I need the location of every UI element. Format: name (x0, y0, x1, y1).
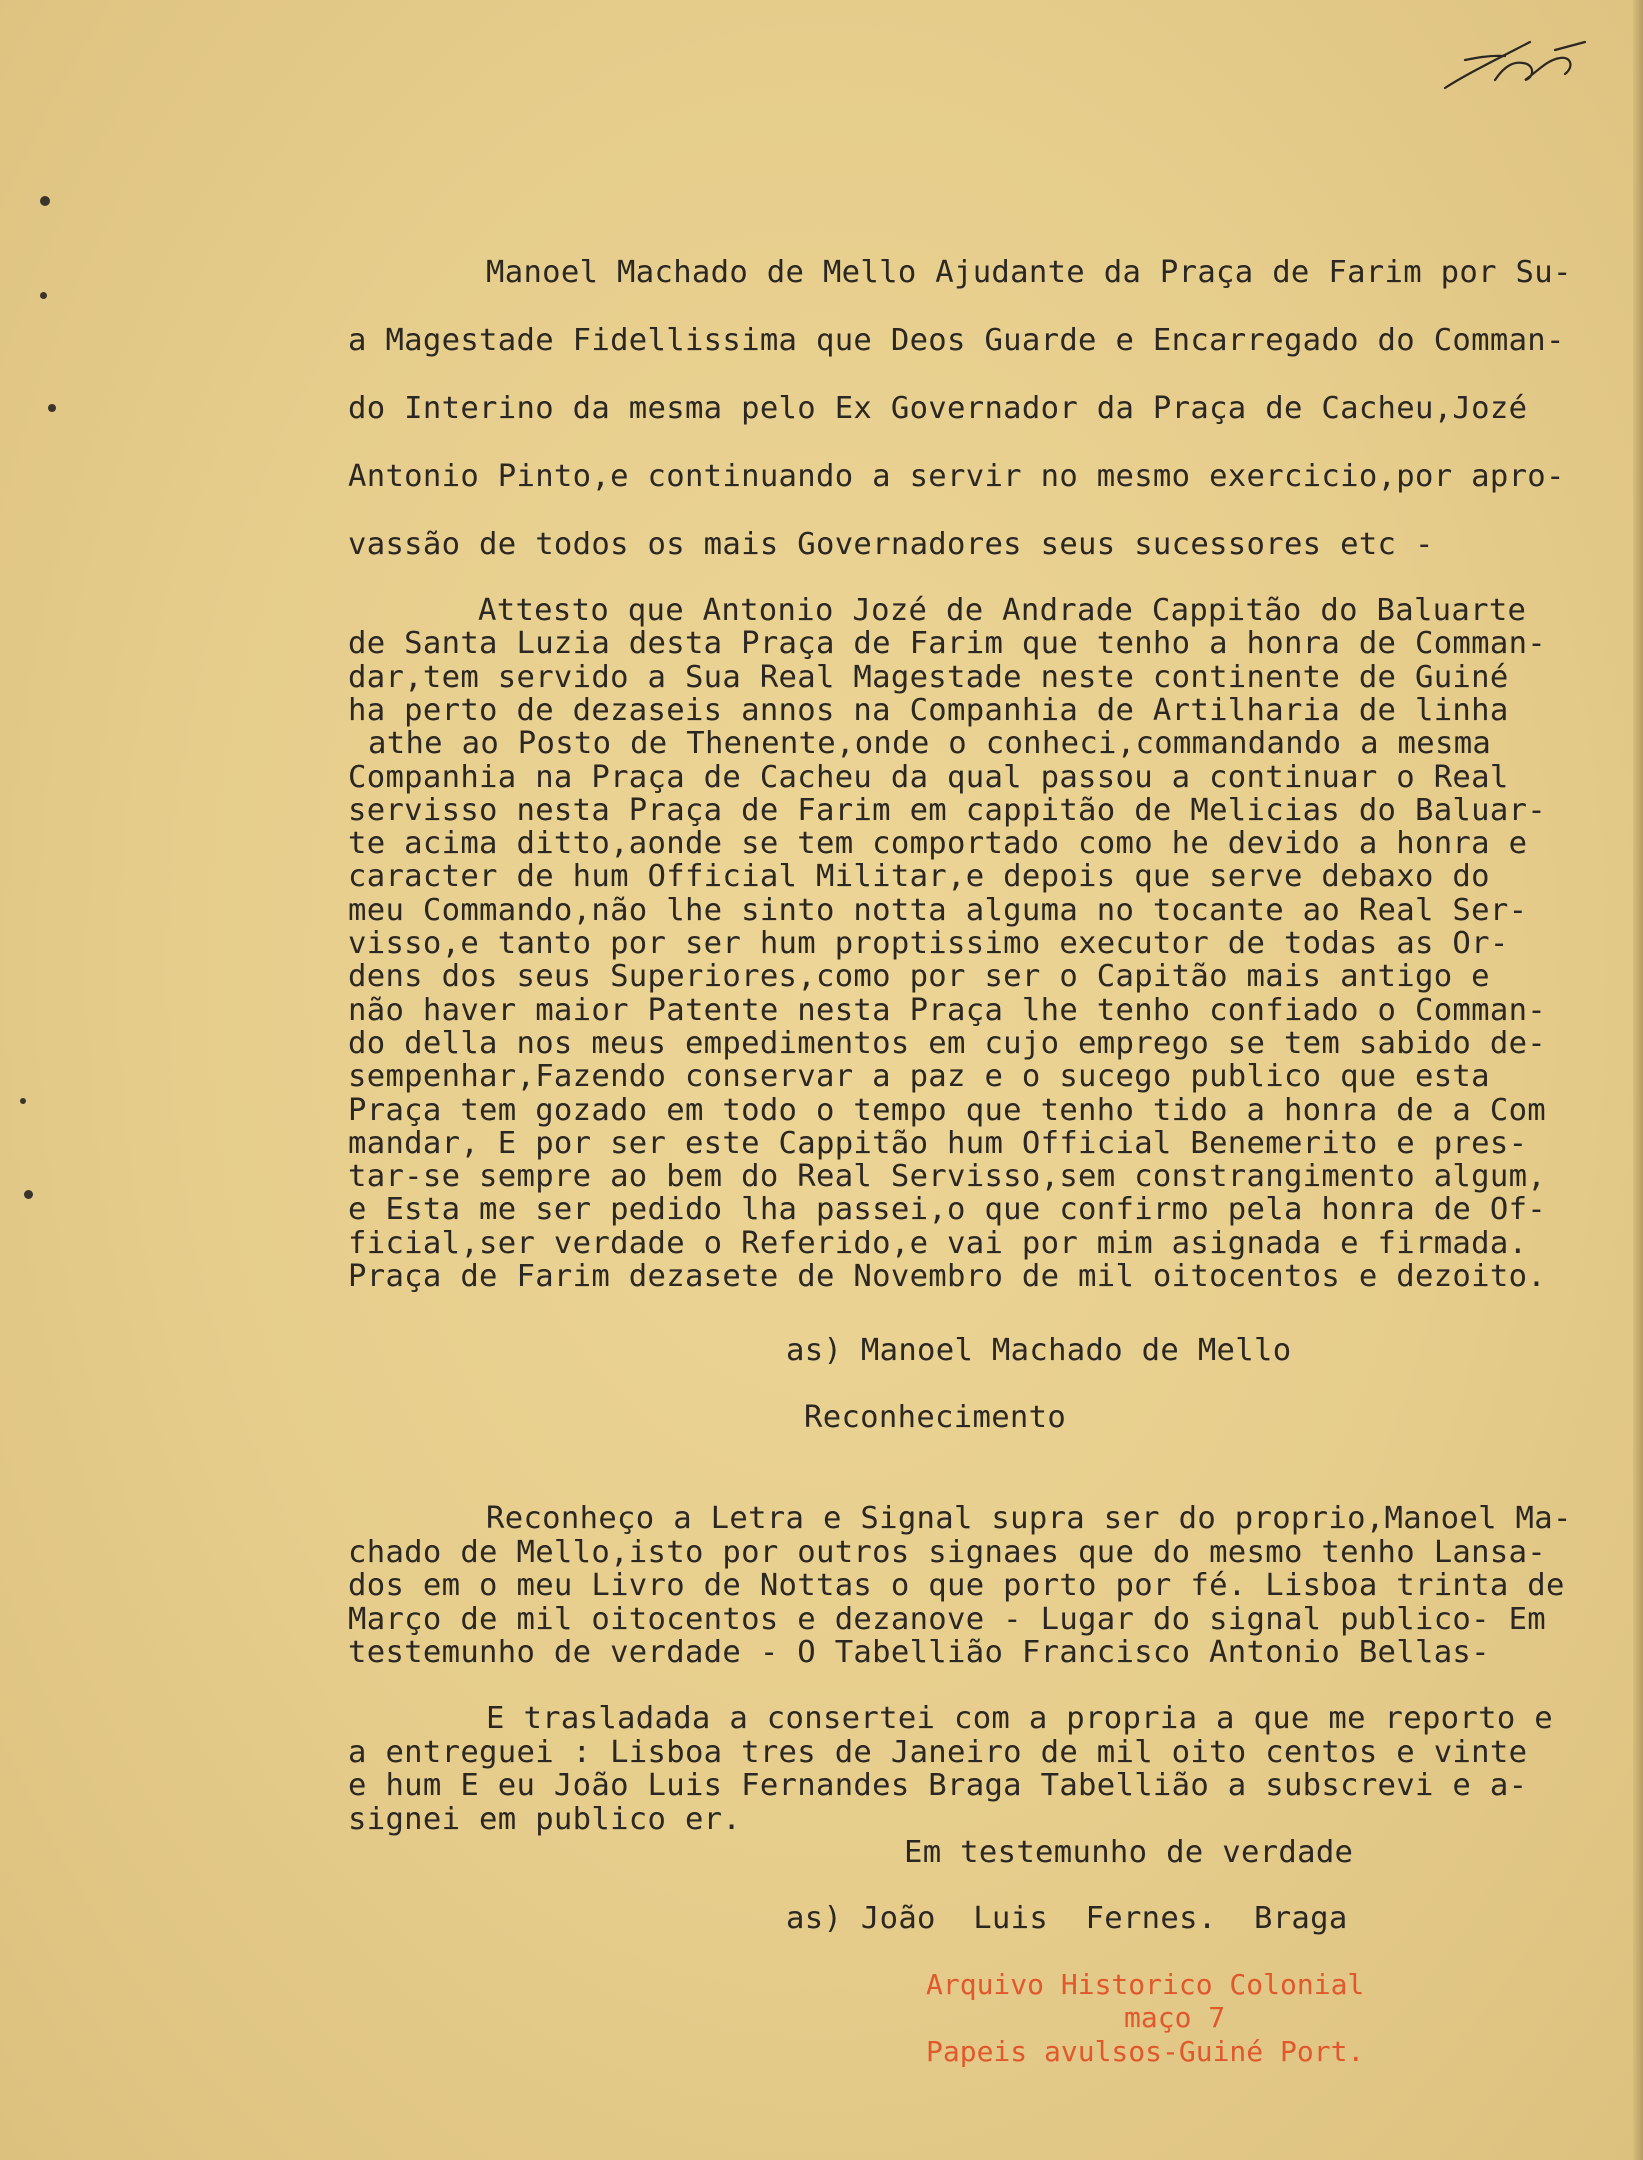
recognition-line: testemunho de verdade - O Tabellião Francisco Antonio Bellas- (348, 1635, 1490, 1670)
archive-stamp-line-2: maço 7 (1124, 2001, 1226, 2034)
header-line: Manoel Machado de Mello Ajudante da Praça de Farim por Su- (486, 255, 1572, 290)
attest-line: te acima ditto,aonde se tem comportado como he devido a honra e (348, 826, 1528, 862)
header-line: Antonio Pinto,e continuando a servir no mesmo exercicio,por apro- (348, 459, 1565, 494)
attest-line: ficial,ser verdade o Referido,e vai por mim asignada e firmada. (348, 1225, 1528, 1261)
recognition-line: chado de Mello,isto por outros signaes que do mesmo tenho Lansa- (348, 1534, 1547, 1570)
transcription-line: signei em publico er. (348, 1801, 742, 1837)
header-line: a Magestade Fidellissima que Deos Guarde e Encarregado do Comman- (348, 323, 1565, 358)
attest-line: tar-se sempre ao bem do Real Servisso,sem constrangimento algum, (348, 1159, 1547, 1195)
witness-line: Em testemunho de verdade (904, 1835, 1354, 1870)
signature-joao: as) João Luis Fernes. Braga (786, 1901, 1348, 1936)
attest-line: caracter de hum Official Militar,e depois que serve debaxo do (348, 859, 1490, 895)
recognition-line: Março de mil oitocentos e dezanove - Lugar do signal publico- Em (348, 1601, 1547, 1637)
attest-line: dar,tem servido a Sua Real Magestade neste continente de Guiné (348, 659, 1509, 695)
recognition-line: Reconheço a Letra e Signal supra ser do proprio,Manoel Ma- (486, 1501, 1572, 1536)
header-line: vassão de todos os mais Governadores seus sucessores etc - (348, 527, 1434, 562)
transcription-line: a entreguei : Lisboa tres de Janeiro de mil oito centos e vinte (348, 1734, 1528, 1770)
page-edge (1633, 0, 1643, 2160)
binding-hole (48, 404, 56, 412)
archive-stamp-line-1: Arquivo Historico Colonial (926, 1968, 1365, 2001)
binding-hole (24, 1190, 33, 1199)
attest-line: não haver maior Patente nesta Praça lhe tenho confiado o Comman- (348, 992, 1547, 1028)
attest-line: visso,e tanto por ser hum proptissimo executor de todas as Or- (348, 926, 1509, 961)
attest-line: e Esta me ser pedido lha passei,o que confirmo pela honra de Of- (348, 1192, 1547, 1228)
attest-line: de Santa Luzia desta Praça de Farim que tenho a honra de Comman- (348, 626, 1547, 662)
binding-hole (20, 1098, 26, 1104)
transcription-line: E trasladada a consertei com a propria a que me reporto e (486, 1701, 1553, 1736)
attest-line: meu Commando,não lhe sinto notta alguma no tocante ao Real Ser- (348, 892, 1528, 928)
archive-stamp-line-3: Papeis avulsos-Guiné Port. (926, 2035, 1365, 2068)
attest-line: Companhia na Praça de Cacheu da qual passou a continuar o Real (348, 759, 1509, 795)
handwritten-initials-mark (1435, 20, 1595, 100)
signature-manoel: as) Manoel Machado de Mello (786, 1333, 1292, 1368)
attest-line: dens dos seus Superiores,como por ser o Capitão mais antigo e (348, 959, 1490, 995)
binding-hole (40, 292, 47, 299)
header-line: do Interino da mesma pelo Ex Governador da Praça de Cacheu,Jozé (348, 391, 1528, 426)
attest-line: mandar, E por ser este Cappitão hum Official Benemerito e pres- (348, 1125, 1528, 1161)
transcription-line: e hum E eu João Luis Fernandes Braga Tabellião a subscrevi e a- (348, 1768, 1528, 1803)
attest-line: Praça tem gozado em todo o tempo que tenho tido a honra de a Com (348, 1092, 1547, 1128)
binding-hole (40, 196, 50, 206)
attest-line: Praça de Farim dezasete de Novembro de mil oitocentos e dezoito. (348, 1259, 1547, 1294)
recognition-line: dos em o meu Livro de Nottas o que porto por fé. Lisboa trinta de (348, 1568, 1565, 1603)
section-heading: Reconhecimento (804, 1400, 1067, 1435)
attest-line: servisso nesta Praça de Farim em cappitão de Melicias do Baluar- (348, 792, 1547, 828)
attest-line: ha perto de dezaseis annos na Companhia de Artilharia de linha (348, 692, 1509, 728)
attest-line: athe ao Posto de Thenente,onde o conheci,commandando a mesma (368, 726, 1492, 762)
attest-line: do della nos meus empedimentos em cujo emprego se tem sabido de- (348, 1025, 1547, 1061)
attest-line: Attesto que Antonio Jozé de Andrade Cappitão do Baluarte (478, 593, 1527, 628)
attest-line: sempenhar,Fazendo conservar a paz e o sucego publico que esta (348, 1059, 1490, 1095)
